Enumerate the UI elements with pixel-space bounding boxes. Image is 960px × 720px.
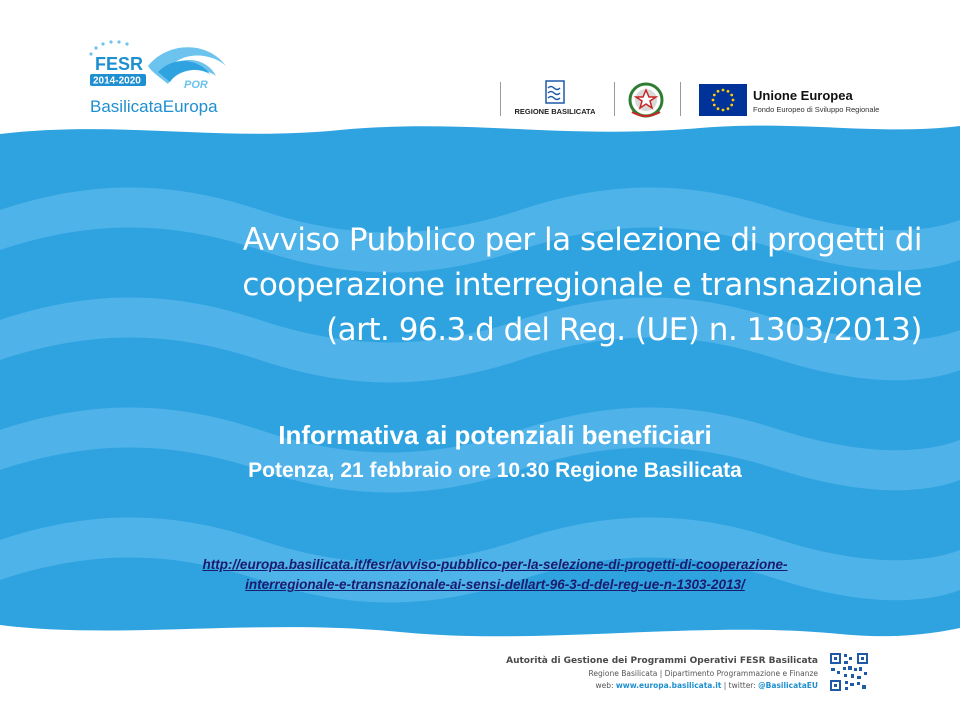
eu-title: Unione Europea [753, 88, 853, 103]
italian-republic-emblem-icon [628, 82, 664, 118]
qr-code-icon [829, 652, 869, 692]
header-divider [680, 82, 681, 116]
info-title: Informativa ai potenziali beneficiari [278, 420, 712, 450]
fesr-text: FESR [95, 54, 144, 74]
footer-authority: Autorità di Gestione dei Programmi Operativi FESR Basilicata [506, 656, 818, 666]
footer-web-link[interactable]: www.europa.basilicata.it [615, 681, 722, 690]
footer-contacts [506, 681, 818, 690]
brand-text: BasilicataEuropa [90, 97, 218, 116]
footer [506, 656, 818, 690]
footer-web-prefix: web: [595, 681, 616, 690]
footer-twitter-prefix: | twitter: [721, 681, 759, 690]
url-line[interactable]: http://europa.basilicata.it/fesr/avviso-pubblico-per-la-selezione-di-progetti-di-cooperazione- [202, 557, 788, 572]
title-line: (art. 96.3.d del Reg. (UE) n. 1303/2013) [326, 312, 922, 348]
years-text: 2014-2020 [93, 75, 141, 87]
regione-basilicata-crest-icon [515, 80, 595, 118]
footer-department: Regione Basilicata | Dipartimento Programmazione e Finanze [588, 669, 818, 678]
announcement-link[interactable] [0, 555, 960, 595]
url-line[interactable]: interregionale-e-transnazionale-ai-sensi-dellart-96-3-d-del-reg-ue-n-1303-2013/ [245, 577, 745, 592]
por-text: POR [184, 79, 208, 91]
eu-subtitle: Fondo Europeo di Sviluppo Regionale [753, 105, 880, 114]
main-title [62, 218, 922, 353]
header-divider [614, 82, 615, 116]
info-subtitle: Potenza, 21 febbraio ore 10.30 Regione Basilicata [248, 459, 742, 482]
fesr-logo-icon [78, 36, 238, 120]
title-line: cooperazione interregionale e transnazionale [242, 267, 922, 303]
title-line: Avviso Pubblico per la selezione di progetti di [242, 222, 922, 258]
eu-flag-icon [697, 82, 887, 118]
header [0, 0, 960, 135]
footer-twitter-link[interactable]: @BasilicataEU [758, 681, 818, 690]
regione-label: REGIONE BASILICATA [515, 107, 595, 116]
header-divider [500, 82, 501, 116]
